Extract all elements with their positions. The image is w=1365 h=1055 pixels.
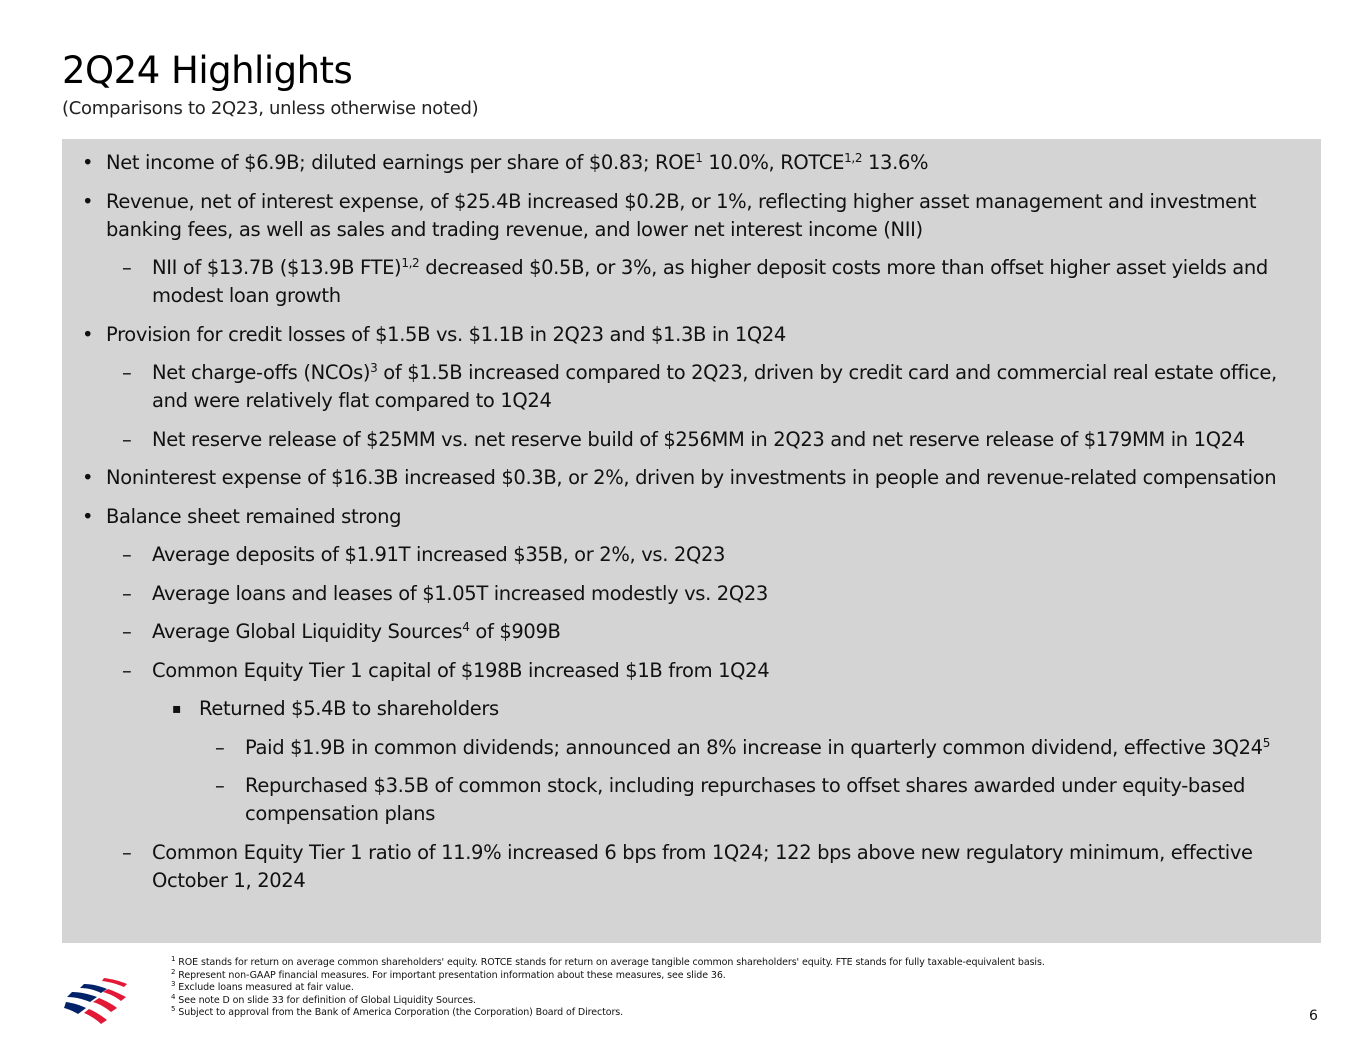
footnote: $^2$ Represent non-GAAP financial measures. For important presentation information about these measures, see slide 36. bbox=[171, 967, 726, 981]
highlight-noninterest-expense: • Noninterest expense of $16.3B increased $0.3B, or 2%, driven by investments in people and revenue-related compensation bbox=[62, 464, 1321, 492]
square-marker: ▪ bbox=[172, 701, 182, 717]
page-number: 6 bbox=[1309, 1008, 1318, 1024]
highlight-nii: – NII of $13.7B ($13.9B FTE)$^{1,2}$ decreased $0.5B, or 3%, as higher deposit costs more than offset higher asset yields and modest loan growth bbox=[122, 256, 1268, 307]
bullet-marker: • bbox=[82, 466, 94, 489]
highlight-reserve-release: – Net reserve release of $25MM vs. net reserve build of $256MM in 2Q23 and net reserve release of $179MM in 1Q24 bbox=[62, 426, 1321, 454]
dash-marker: – bbox=[215, 774, 225, 797]
footnote: $^3$ Exclude loans measured at fair value. bbox=[171, 980, 354, 993]
bullet-marker: • bbox=[82, 504, 94, 528]
logo-stripes bbox=[64, 978, 127, 1024]
dash-marker: – bbox=[122, 840, 132, 864]
logo-red-stripe-3 bbox=[84, 1009, 107, 1024]
highlight-loans: – Average loans and leases of $1.05T increased modestly vs. 2Q23 bbox=[62, 580, 1321, 608]
footnotes bbox=[171, 957, 1221, 1020]
highlight-repurchases: – Repurchased $3.5B of common stock, including repurchases to offset shares awarded under equity-based compensation plans bbox=[215, 774, 1246, 825]
logo-blue-stripe-2 bbox=[67, 992, 97, 1002]
bank-of-america-flag-logo bbox=[64, 976, 130, 1026]
highlight-cet1-ratio: – Common Equity Tier 1 ratio of 11.9% increased 6 bps from 1Q24; 122 bps above new regulatory minimum, effective October 1, 2024 bbox=[122, 840, 1253, 892]
highlights-list bbox=[62, 149, 1321, 905]
footnote-ref: 5 bbox=[1262, 735, 1271, 750]
highlight-revenue: • Revenue, net of interest expense, of $25.4B increased $0.2B, or 1%, reflecting higher asset management and investment banking fees, as well as sales and trading revenue, and lower net interest income (NII) bbox=[82, 189, 1257, 241]
dash-marker: – bbox=[122, 256, 132, 279]
footnote-ref: 1,2 bbox=[401, 256, 420, 270]
footnote: $^4$ See note D on slide 33 for definition of Global Liquidity Sources. bbox=[171, 992, 476, 1006]
footnote: $^1$ ROE stands for return on average common shareholders' equity. ROTCE stands for return on average tangible common shareholders' equity. FTE stands for fully taxable-equivalent basis. bbox=[171, 955, 1045, 968]
logo-blue-stripe-3 bbox=[64, 1002, 86, 1014]
page-subtitle: (Comparisons to 2Q23, unless otherwise noted) bbox=[62, 98, 479, 119]
dash-marker: – bbox=[122, 543, 132, 566]
highlight-dividends: – Paid $1.9B in common dividends; announced an 8% increase in quarterly common dividend, effective $3Q24^5$ bbox=[62, 734, 1321, 762]
dash-marker: – bbox=[122, 581, 132, 605]
logo-red-stripe-top bbox=[102, 978, 127, 987]
dash-marker: – bbox=[122, 620, 132, 643]
bullet-marker: • bbox=[82, 189, 94, 213]
bullet-marker: • bbox=[82, 151, 94, 174]
highlight-returned-capital: ▪ Returned $5.4B to shareholders bbox=[62, 695, 1321, 723]
highlight-net-income: • Net income of $6.9B; diluted earnings per share of $0.83; ROE$^1$ 10.0%, ROTCE$^{1,2}$ 13.6% bbox=[62, 149, 1321, 177]
dash-marker: – bbox=[122, 361, 132, 384]
footnote-ref: 3 bbox=[370, 361, 378, 375]
page-title: 2Q24 Highlights bbox=[62, 49, 353, 92]
highlight-provision: • Provision for credit losses of $1.5B vs. $1.1B in 2Q23 and $1.3B in 1Q24 bbox=[62, 321, 1321, 349]
highlight-cet1-capital: – Common Equity Tier 1 capital of $198B increased $1B from 1Q24 bbox=[62, 657, 1321, 685]
highlights-panel bbox=[62, 139, 1321, 943]
dash-marker: – bbox=[122, 427, 132, 451]
dash-marker: – bbox=[215, 735, 225, 759]
footnote-ref: 4 bbox=[462, 620, 470, 634]
highlight-deposits: – Average deposits of $1.91T increased $35B, or 2%, vs. 2Q23 bbox=[62, 541, 1321, 569]
highlight-balance-sheet: • Balance sheet remained strong bbox=[62, 503, 1321, 531]
highlight-ncos: – Net charge-offs (NCOs)$^3$ of $1.5B increased compared to 2Q23, driven by credit card and commercial real estate office, and were relatively flat compared to 1Q24 bbox=[122, 361, 1277, 412]
logo-red-stripe-1 bbox=[103, 989, 126, 1001]
dash-marker: – bbox=[122, 658, 132, 682]
footnote-ref: 1,2 bbox=[844, 151, 863, 165]
footnote-ref: 1 bbox=[695, 151, 703, 165]
bullet-marker: • bbox=[82, 322, 94, 346]
highlight-liquidity: – Average Global Liquidity Sources$^4$ of $909B bbox=[62, 618, 1321, 646]
footnote: $^5$ Subject to approval from the Bank of America Corporation (the Corporation) Board of Directors. bbox=[171, 1005, 624, 1018]
logo-blue-stripe-1 bbox=[80, 984, 107, 993]
logo-red-stripe-2 bbox=[93, 998, 117, 1012]
